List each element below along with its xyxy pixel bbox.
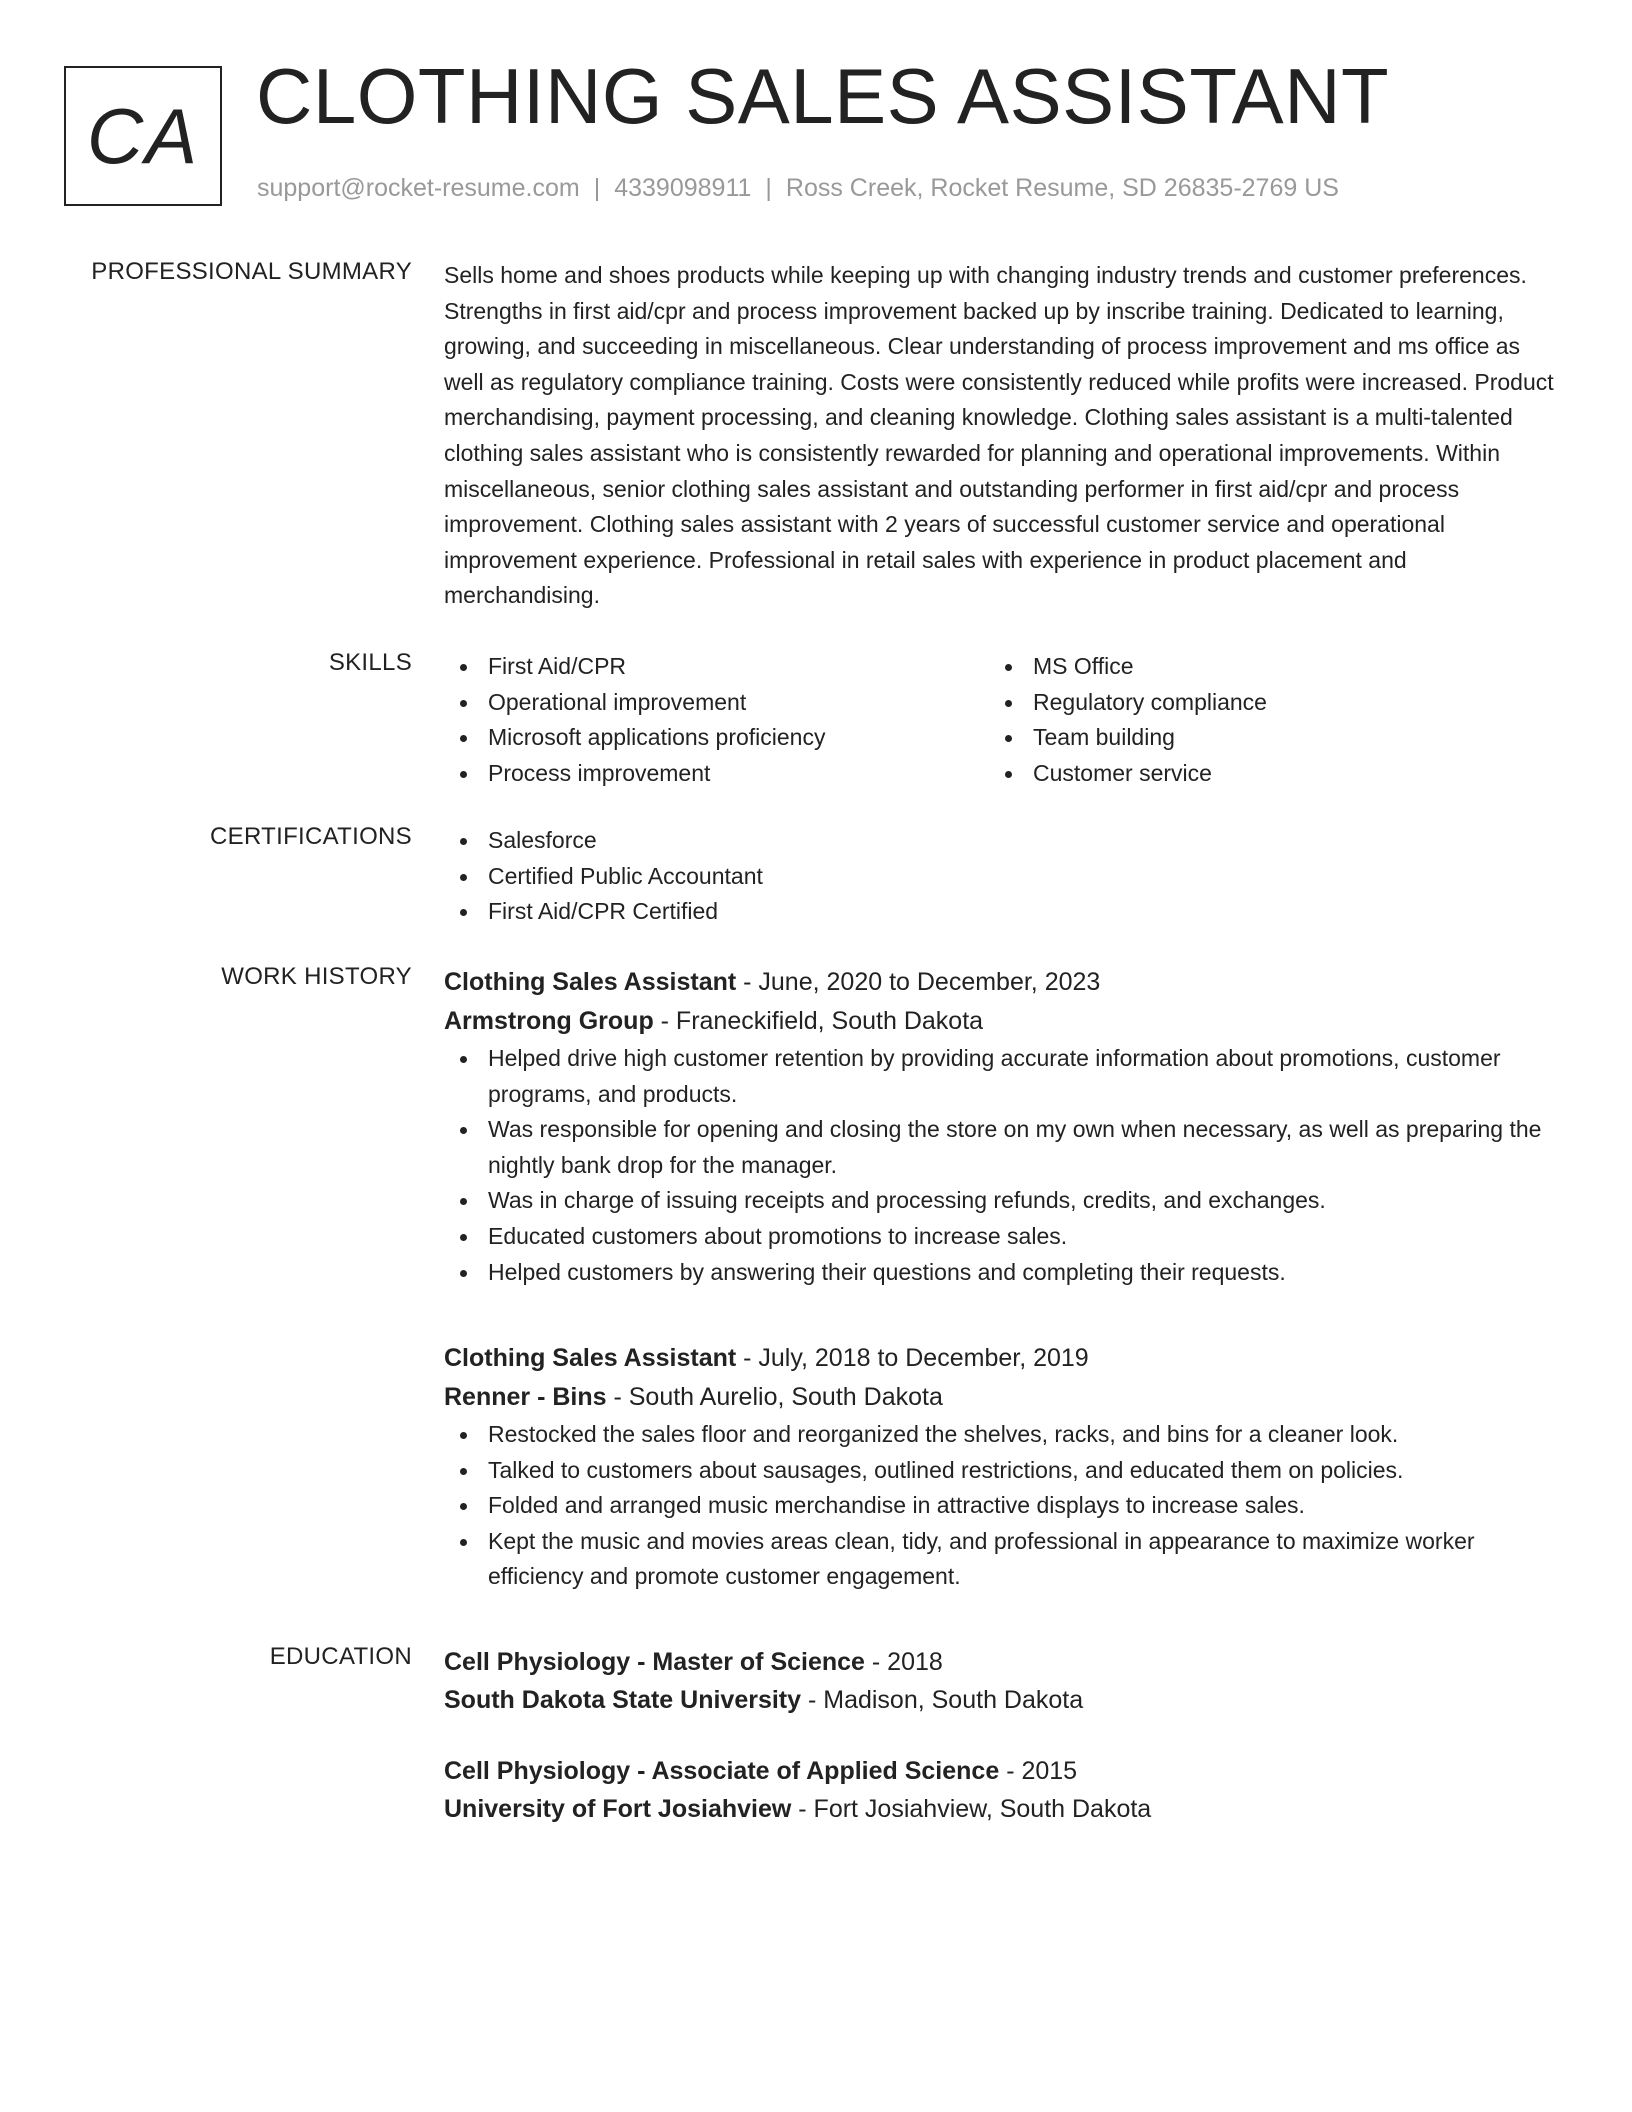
certification-item: Salesforce [444,823,1554,859]
work-history-heading: WORK HISTORY [221,963,412,990]
education-school: South Dakota State University [444,1686,802,1714]
job-dates: - July, 2018 to December, 2019 [736,1344,1089,1372]
skill-item: MS Office [989,649,1534,685]
education-degree-line [444,1643,1554,1681]
summary-text: Sells home and shoes products while keeping up with changing industry trends and customer preferences. Strengths in first aid/cpr and process improvement backed up by inscribe training. Dedicated to learning, growing, and succeeding in miscellaneous. Clear understanding of process improvement and ms office as well as regulatory compliance training. Costs were consistently reduced while profits were increased. Product merchandising, payment processing, and cleaning knowledge. Clothing sales assistant is a multi-talented clothing sales assistant who is consistently rewarded for planning and operational improvements. Within miscellaneous, senior clothing sales assistant and outstanding performer in first aid/cpr and process improvement. Clothing sales assistant with 2 years of successful customer service and operational improvement experience. Professional in retail sales with experience in product placement and merchandising. [444,262,1554,609]
skill-item: Customer service [989,756,1534,792]
job-duty-item: Restocked the sales floor and reorganized the shelves, racks, and bins for a cleaner look. [444,1417,1554,1453]
certifications-list [444,823,1554,930]
skills-body [444,649,1554,791]
job-duties-list [444,1417,1554,1595]
job-location: - Franeckifield, South Dakota [653,1007,984,1035]
skill-item: Regulatory compliance [989,685,1534,721]
skills-column-right [989,649,1534,791]
education-entry [444,1752,1554,1828]
job-duties-list [444,1041,1554,1290]
education-degree: Cell Physiology - Master of Science [444,1648,865,1676]
job-duty-item: Helped drive high customer retention by providing accurate information about promotions, customer programs, and products. [444,1041,1554,1112]
skills-heading: SKILLS [328,649,412,676]
education-location: - Madison, South Dakota [801,1686,1084,1714]
job-duty-item: Was responsible for opening and closing the store on my own when necessary, as well as preparing the nightly bank drop for the manager. [444,1112,1554,1183]
contact-separator: | [765,174,772,202]
contact-line [257,174,1339,203]
education-school-line [444,1681,1554,1719]
job-title-line [444,1339,1554,1378]
education-year: - 2015 [999,1757,1078,1785]
job-duty-item: Educated customers about promotions to increase sales. [444,1219,1554,1255]
job-duty-item: Kept the music and movies areas clean, tidy, and professional in appearance to maximize worker efficiency and promote customer engagement. [444,1524,1554,1595]
monogram-badge: CA [64,66,222,206]
education-location: - Fort Josiahview, South Dakota [791,1795,1152,1823]
certifications-heading: CERTIFICATIONS [210,823,412,850]
job-entry [444,1339,1554,1595]
job-title: Clothing Sales Assistant [444,1344,737,1372]
job-duty-item: Folded and arranged music merchandise in attractive displays to increase sales. [444,1488,1554,1524]
work-history-body [444,963,1554,1590]
skill-item: Operational improvement [444,685,989,721]
education-body [444,1643,1554,1828]
job-company: Renner - Bins [444,1383,607,1411]
certification-item: Certified Public Accountant [444,859,1554,895]
education-heading: EDUCATION [269,1643,412,1670]
summary-heading: PROFESSIONAL SUMMARY [91,258,412,285]
job-duty-item: Talked to customers about sausages, outlined restrictions, and educated them on policies. [444,1453,1554,1489]
summary-body [444,258,1554,614]
certification-item: First Aid/CPR Certified [444,894,1554,930]
page-title: CLOTHING SALES ASSISTANT [256,52,1390,140]
job-company-line [444,1378,1554,1417]
education-year: - 2018 [864,1648,943,1676]
skill-item: Microsoft applications proficiency [444,720,989,756]
skill-item: Team building [989,720,1534,756]
job-company: Armstrong Group [444,1007,654,1035]
contact-email: support@rocket-resume.com [257,174,580,202]
job-entry [444,963,1554,1290]
certifications-body [444,823,1554,930]
job-duty-item: Was in charge of issuing receipts and processing refunds, credits, and exchanges. [444,1183,1554,1219]
contact-separator: | [593,174,601,202]
job-company-line [444,1002,1554,1041]
job-location: - South Aurelio, South Dakota [606,1383,943,1411]
contact-address: Ross Creek, Rocket Resume, SD 26835-2769 US [785,174,1339,202]
job-title: Clothing Sales Assistant [444,968,737,996]
skill-item: Process improvement [444,756,989,792]
education-degree-line [444,1752,1554,1790]
skill-item: First Aid/CPR [444,649,989,685]
job-duty-item: Helped customers by answering their questions and completing their requests. [444,1255,1554,1291]
education-school-line [444,1790,1554,1828]
education-entry [444,1643,1554,1719]
education-degree: Cell Physiology - Associate of Applied Science [444,1757,1000,1785]
contact-phone: 4339098911 [614,174,752,202]
skills-column-left [444,649,989,791]
job-title-line [444,963,1554,1002]
job-dates: - June, 2020 to December, 2023 [736,968,1101,996]
education-school: University of Fort Josiahview [444,1795,792,1823]
